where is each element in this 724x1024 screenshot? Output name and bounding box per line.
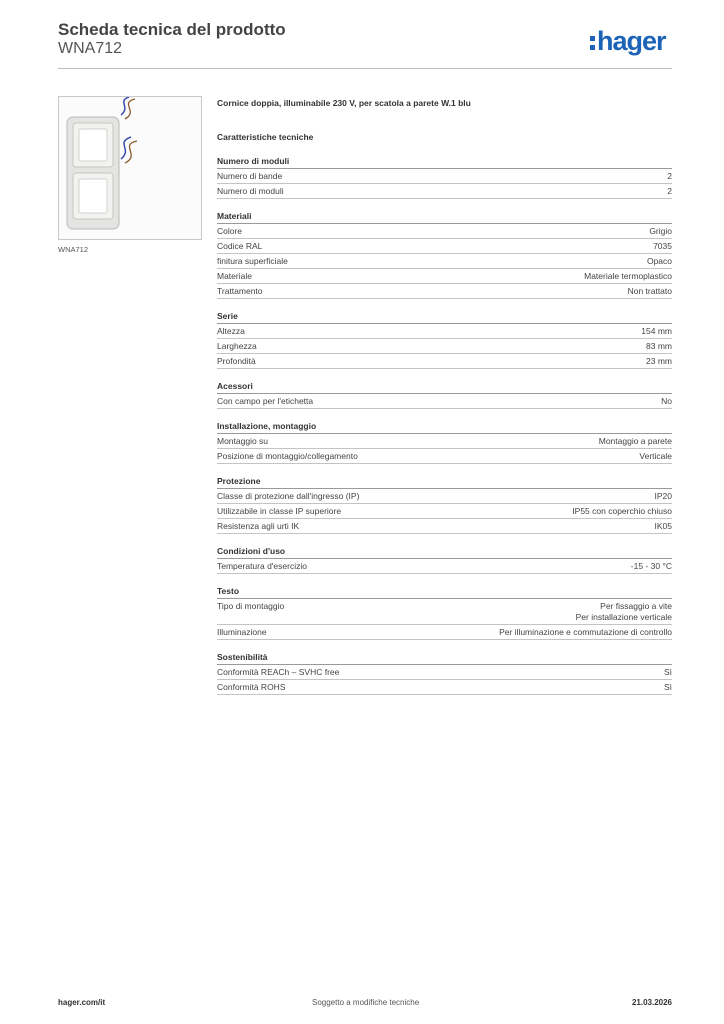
spec-value: Sì <box>663 682 672 692</box>
spec-label: finitura superficiale <box>217 256 288 266</box>
spec-label: Altezza <box>217 326 245 336</box>
spec-row <box>217 519 672 534</box>
spec-section <box>217 309 672 369</box>
section-title: Installazione, montaggio <box>217 419 672 434</box>
spec-row <box>217 394 672 409</box>
spec-label: Temperatura d'esercizio <box>217 561 307 571</box>
spec-label: Profondità <box>217 356 256 366</box>
spec-value: Per fissaggio a vite Per installazione verticale <box>575 601 672 622</box>
page-title: Scheda tecnica del prodotto <box>58 20 286 39</box>
spec-label: Colore <box>217 226 243 236</box>
spec-section <box>217 474 672 534</box>
spec-label: Con campo per l'etichetta <box>217 396 314 406</box>
spec-value: Grigio <box>649 226 672 236</box>
spec-value: 154 mm <box>641 326 672 336</box>
double-frame-illustration-icon <box>59 97 201 239</box>
spec-label: Materiale <box>217 271 252 281</box>
spec-value: 2 <box>667 171 672 181</box>
spec-value: Materiale termoplastico <box>584 271 672 281</box>
spec-sections <box>217 154 672 695</box>
specs-title: Caratteristiche tecniche <box>217 132 314 142</box>
spec-row <box>217 354 672 369</box>
spec-label: Trattamento <box>217 286 263 296</box>
spec-row <box>217 559 672 574</box>
spec-row <box>217 169 672 184</box>
spec-value: Montaggio a parete <box>598 436 672 446</box>
spec-section <box>217 584 672 640</box>
section-title: Condizioni d'uso <box>217 544 672 559</box>
spec-value: Non trattato <box>627 286 672 296</box>
image-caption: WNA712 <box>58 245 89 254</box>
spec-row <box>217 324 672 339</box>
spec-row <box>217 449 672 464</box>
spec-row <box>217 489 672 504</box>
spec-value: Verticale <box>639 451 672 461</box>
spec-content <box>217 96 672 695</box>
spec-row <box>217 284 672 299</box>
spec-value: 83 mm <box>646 341 672 351</box>
spec-label: Classe di protezione dall'ingresso (IP) <box>217 491 360 501</box>
spec-value: -15 - 30 °C <box>630 561 672 571</box>
spec-label: Tipo di montaggio <box>217 601 285 611</box>
spec-row <box>217 184 672 199</box>
spec-section <box>217 650 672 695</box>
spec-value: Sì <box>663 667 672 677</box>
spec-row <box>217 224 672 239</box>
spec-label: Larghezza <box>217 341 257 351</box>
section-title: Numero di moduli <box>217 154 672 169</box>
spec-label: Posizione di montaggio/collegamento <box>217 451 358 461</box>
spec-row <box>217 254 672 269</box>
section-title: Acessori <box>217 379 672 394</box>
logo-text: hager <box>597 26 666 56</box>
spec-section <box>217 154 672 199</box>
spec-label: Codice RAL <box>217 241 263 251</box>
spec-value: No <box>661 396 672 406</box>
product-image <box>58 96 202 240</box>
spec-row <box>217 434 672 449</box>
product-code: WNA712 <box>58 40 123 57</box>
footer-date: 21.03.2026 <box>631 998 672 1007</box>
spec-value: 2 <box>667 186 672 196</box>
section-title: Sostenibilità <box>217 650 672 665</box>
spec-row <box>217 665 672 680</box>
product-title: Cornice doppia, illuminabile 230 V, per scatola a parete W.1 blu <box>217 98 471 108</box>
footer-website-link[interactable]: hager.com/it <box>58 998 106 1007</box>
spec-value: Opaco <box>646 256 672 266</box>
spec-value: 7035 <box>653 241 672 251</box>
spec-row <box>217 599 672 625</box>
logo-dots-icon <box>590 32 596 52</box>
spec-label: Conformità ROHS <box>217 682 286 692</box>
spec-row <box>217 339 672 354</box>
spec-label: Illuminazione <box>217 627 267 637</box>
spec-label: Montaggio su <box>217 436 269 446</box>
spec-section <box>217 209 672 299</box>
spec-row <box>217 239 672 254</box>
footer-disclaimer: Soggetto a modifiche tecniche <box>312 998 420 1007</box>
spec-label: Numero di bande <box>217 171 283 181</box>
spec-label: Resistenza agli urti IK <box>217 521 300 531</box>
spec-row <box>217 680 672 695</box>
spec-value: Per illuminazione e commutazione di controllo <box>499 627 672 637</box>
spec-value: IP55 con coperchio chiuso <box>572 506 672 516</box>
spec-value: IK05 <box>654 521 672 531</box>
section-title: Protezione <box>217 474 672 489</box>
spec-row <box>217 625 672 640</box>
spec-value: 23 mm <box>646 356 672 366</box>
hager-logo[interactable] <box>590 26 666 57</box>
spec-label: Conformità REACh – SVHC free <box>217 667 340 677</box>
spec-label: Numero di moduli <box>217 186 284 196</box>
spec-row <box>217 504 672 519</box>
spec-row <box>217 269 672 284</box>
section-title: Testo <box>217 584 672 599</box>
spec-section <box>217 419 672 464</box>
section-title: Serie <box>217 309 672 324</box>
spec-section <box>217 544 672 574</box>
header-divider <box>58 68 672 69</box>
spec-section <box>217 379 672 409</box>
spec-value: IP20 <box>654 491 672 501</box>
section-title: Materiali <box>217 209 672 224</box>
spec-label: Utilizzabile in classe IP superiore <box>217 506 342 516</box>
